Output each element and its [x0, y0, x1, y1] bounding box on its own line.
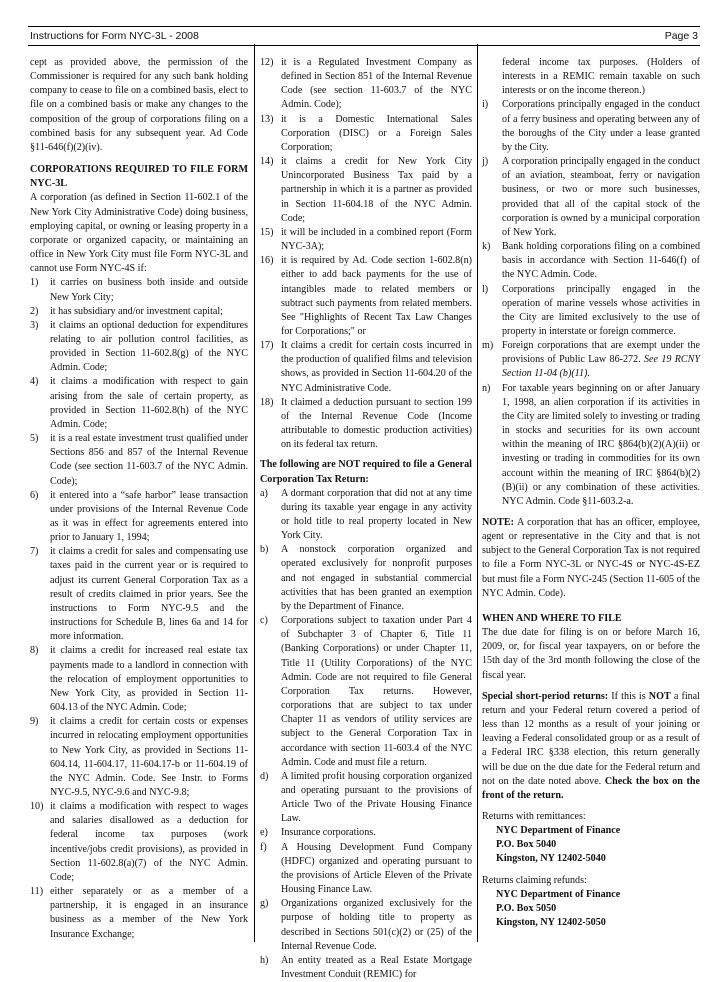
list-item-text — [50, 319, 248, 376]
list-item-body: A Housing Development Fund Company (HDFC) organized and operating pursuant to the provisions of Article Eleven of the Private Housing Finance Law. — [281, 841, 472, 896]
list-item-number: b) — [260, 544, 269, 556]
list-item-body: For taxable years beginning on or after January 1, 1998, an alien corporation if its activities in the City are limited solely to investing or trading in stocks and securities for its own account within the meaning of IRC §864(b)(2)(A)(ii) or investing or trading in commodities for its own account within the meaning of IRC §864(b)(2)(B)(ii) or any combination of these activities. NYC Admin. Code §11-603.2-a. — [502, 382, 700, 507]
list-item-text — [502, 155, 700, 240]
list-item — [30, 375, 248, 432]
list-item-text: federal income tax purposes. (Holders of interests in a REMIC remain taxable on such interests or on the income thereon.) — [502, 57, 700, 97]
list-item-body: A corporation principally engaged in the conduct of an aviation, steamboat, ferry or navigation business, or two or more such businesses, provided that all of the capital stock of the corporation is owned by a municipal corporation of New York. — [502, 156, 700, 238]
list-item — [260, 113, 472, 155]
list-item-number: 14) — [260, 156, 274, 168]
list-item-text — [281, 226, 472, 254]
list-item — [482, 339, 700, 381]
list-item-body: it claims a credit for New York City Unincorporated Business Tax paid by a partnership in which it is a partner as provided in Section 11-604.18 of the NYC Admin. Code; — [281, 156, 472, 224]
list-item-number: n) — [482, 382, 491, 394]
list-item — [482, 382, 700, 509]
list-item-text — [502, 98, 700, 155]
list-item-number: 1) — [30, 277, 39, 289]
list-item-number: 10) — [30, 801, 44, 813]
address-line: Kingston, NY 12402-5050 — [496, 917, 606, 929]
list-item — [260, 226, 472, 254]
list-item-body: it claims a credit for increased real estate tax payments made to a landlord in connection with the relocation of employment opportunities to New York City, as provided in Section 11-604.13 of the NYC Admin. Code; — [50, 645, 248, 714]
column-divider — [254, 44, 255, 942]
list-item-text — [281, 897, 472, 954]
special-instruction: Check the box on the front of the return. — [482, 775, 700, 801]
list-item-number: 8) — [30, 645, 39, 657]
list-item-number: 11) — [30, 886, 44, 898]
list-item-citation: See 19 RCNY Section 11-04 (b)(11). — [502, 354, 700, 380]
list-item-number: 9) — [30, 716, 39, 728]
list-item-text — [281, 339, 472, 396]
list-item-number: d) — [260, 770, 269, 782]
note-label: NOTE: — [482, 517, 514, 528]
list-item-text — [50, 885, 248, 942]
list-item-body: It claims a credit for certain costs incurred in the production of qualified films and television shows, as provided in Section 11-604.20 of the NYC Administrative Code. — [281, 340, 472, 394]
list-item-text — [50, 375, 248, 432]
intro-paragraph: cept as provided above, the permission of the Commissioner is required for any such bank holding company to cease to file on a combined basis, elect to file on a combined basis or make any changes to the composition of the group of corporations filing on a combined basis for any subsequent year. Ad Code §11-646(f)(2)(iv). — [30, 57, 248, 153]
list-item-text — [281, 113, 472, 155]
list-item-body: Insurance corporations. — [281, 827, 376, 839]
list-item-text — [502, 240, 700, 282]
list-item — [30, 644, 248, 715]
list-item-body: Corporations principally engaged in the operation of marine vessels whose activities in the City are limited exclusively to the use of property in interstate or foreign commerce. — [502, 283, 700, 337]
list-item-number: a) — [260, 487, 268, 499]
column-1 — [30, 56, 248, 942]
list-item — [482, 98, 700, 155]
list-item — [260, 155, 472, 226]
list-item-text — [50, 305, 248, 319]
list-item-number: 4) — [30, 376, 39, 388]
list-item-body: Corporations principally engaged in the conduct of a ferry business and operating between any of the boroughs of the City under a lease granted by the City. — [502, 99, 700, 153]
list-item-number: 6) — [30, 489, 39, 501]
list-item-text — [50, 545, 248, 644]
page-header — [28, 26, 700, 46]
list-item-text — [281, 487, 472, 544]
list-item — [30, 545, 248, 644]
list-item — [30, 276, 248, 304]
list-item — [482, 56, 700, 98]
list-item — [482, 240, 700, 282]
list-item — [260, 56, 472, 113]
list-item-number: 17) — [260, 340, 274, 352]
list-item — [260, 614, 472, 770]
list-item-number: j) — [482, 156, 489, 168]
list-item — [30, 432, 248, 489]
list-item-number: c) — [260, 615, 268, 627]
list-item-text — [502, 382, 700, 509]
column-divider — [477, 44, 478, 942]
refund-address — [496, 888, 700, 930]
list-item-text — [281, 841, 472, 898]
column-3 — [482, 56, 700, 930]
address-line: Kingston, NY 12402-5040 — [496, 853, 606, 865]
list-item-number: 5) — [30, 433, 39, 445]
list-item-body: Bank holding corporations filing on a combined basis in accordance with Section 11-646(f) of the NYC Admin. Code. — [502, 241, 700, 281]
list-item-body: it entered into a “safe harbor” lease transaction under provisions of the Internal Revenue Code as it was in effect for agreements entered into prior to January 1, 1994; — [50, 489, 248, 544]
list-item — [30, 715, 248, 800]
list-item-text — [281, 155, 472, 226]
list-item-body: A dormant corporation that did not at any time during its taxable year engage in any activity or hold title to real property located in New York City. — [281, 487, 472, 542]
refund-label: Returns claiming refunds: — [482, 874, 587, 886]
document-title: Instructions for Form NYC-3L - 2008 — [30, 30, 199, 42]
list-item-number: k) — [482, 241, 491, 253]
list-item — [482, 155, 700, 240]
list-item-text — [281, 56, 472, 113]
address-line: NYC Department of Finance — [496, 888, 621, 900]
list-item-body: it will be included in a combined report (Form NYC-3A); — [281, 226, 472, 253]
list-item-text — [502, 283, 700, 340]
requirements-list-continued — [260, 56, 472, 452]
list-item-text — [50, 276, 248, 304]
special-label: Special short-period returns: — [482, 690, 609, 702]
list-item-body: It claimed a deduction pursuant to section 199 of the Internal Revenue Code (Income attributable to domestic production activities) on its federal tax return. — [281, 396, 472, 451]
list-item-body: Corporations subject to taxation under Part 4 of Subchapter 3 of Chapter 6, Title 11 (Banking Corporations) or under Chapter 11, Title 11 (Utility Corporations) of the NYC Admin. Code are not required to file General Corporation Tax returns. However, corporations that are subject to tax under Chapter 11 as vendors of utility services are subject to the General Corporation Tax in accordance with section 11-603.4 of the NYC Admin. Code and must file a return. — [281, 615, 472, 768]
list-item — [260, 770, 472, 827]
list-item-number: 12) — [260, 57, 274, 68]
remittance-address — [496, 824, 700, 866]
exemptions-list — [260, 487, 472, 982]
list-item-body: it is a Domestic International Sales Corporation (DISC) or a Foreign Sales Corporation; — [281, 113, 472, 153]
section-heading: CORPORATIONS REQUIRED TO FILE FORM NYC-3L — [30, 164, 248, 190]
exemptions-list-continued — [482, 98, 700, 509]
list-item — [482, 283, 700, 340]
list-item-body: it has subsidiary and/or investment capital; — [50, 305, 223, 317]
list-item-body: Foreign corporations that are exempt under the provisions of Public Law 86-272. — [502, 340, 700, 366]
list-item-body: it is a real estate investment trust qualified under Sections 856 and 857 of the Internal Revenue Code (see section 11-603.7 of the NYC Admin. Code); — [50, 433, 248, 487]
list-item-text — [502, 339, 700, 381]
list-item-text — [50, 489, 248, 546]
list-item-text — [281, 254, 472, 339]
list-item-number: h) — [260, 954, 269, 966]
list-item — [260, 954, 472, 982]
list-item-body: A limited profit housing corporation organized and operating pursuant to the provisions of Article Two of the Private Housing Finance Law. — [281, 770, 472, 825]
list-item — [30, 489, 248, 546]
list-item-number: l) — [482, 283, 489, 295]
list-item — [260, 487, 472, 544]
list-item-body: it is required by Ad. Code section 1-602.8(n) either to add back payments for the use of intangibles made to related members or subtract such payments from related members. See "Highlights of Recent Tax Law Changes for Corporations;" or — [281, 255, 472, 337]
requirements-list — [30, 276, 248, 941]
list-item-text — [281, 826, 472, 840]
special-text-a: If this is — [611, 690, 646, 702]
list-item-number: 3) — [30, 319, 39, 331]
list-item-body: Organizations organized exclusively for the purpose of holding title to property as described in Sections 501(c)(2) or (25) of the Internal Revenue Code. — [281, 898, 472, 952]
special-text-b: a final return and your Federal return covered a period of less than 12 months as a result of your joining or leaving a Federal consolidated group or as a result of a Federal IRC §338 election, this return generally will be due on the due date for the Federal return and not on the date noted above. — [482, 690, 700, 787]
list-item-body: it claims an optional deduction for expenditures relating to air pollution control facilities, as provided in Section 11-602.8(g) of the NYC Admin. Code; — [50, 319, 248, 374]
list-item — [260, 339, 472, 396]
note-paragraph — [482, 516, 700, 601]
when-heading: WHEN AND WHERE TO FILE — [482, 612, 622, 624]
list-item — [260, 826, 472, 840]
page-number: Page 3 — [664, 30, 698, 42]
list-item — [30, 319, 248, 376]
list-item-number: e) — [260, 827, 268, 839]
list-item-body: it claims a modification with respect to gain arising from the sale of certain property, as provided in Section 11-602.8(h) of the NYC Admin. Code; — [50, 376, 248, 430]
list-item — [260, 396, 472, 453]
note-text: A corporation that has an officer, employee, agent or representative in the City and that is not subject to the General Corporation Tax is not required to file a Form NYC-3L or NYC-4S or NYC-4S-EZ but must file a Form NYC-245 (Section 11-605 of the NYC Admin. Code). — [482, 517, 701, 599]
list-item — [30, 305, 248, 319]
when-paragraph: The due date for filing is on or before March 16, 2009, or, for fiscal year taxpayers, on or before the 15th day of the 3rd month following the close of the fiscal year. — [482, 627, 700, 681]
list-item-body: An entity treated as a Real Estate Mortgage Investment Conduit (REMIC) for — [281, 954, 472, 980]
column-2 — [260, 56, 472, 982]
list-item-number: 13) — [260, 113, 274, 125]
requirements-paragraph: A corporation (as defined in Section 11-602.1 of the New York City Administrative Code) doing business, employing capital, or owning or leasing property in a corporate or organized capacity, or maintaining an office in New York City must file Form NYC-3L and cannot use Form NYC-4S if: — [30, 192, 248, 275]
list-item-number: 16) — [260, 255, 274, 267]
list-item-number: g) — [260, 898, 269, 910]
special-not: NOT — [648, 690, 671, 702]
list-item — [260, 897, 472, 954]
list-item-text — [281, 614, 472, 770]
list-item-body: it claims a credit for sales and compensating use taxes paid in the current year or is required to adjust its current General Corporation Tax as a result of credits claimed in prior years. See the instructions to Form NYC-9.5 and the instructions for Schedule B, lines 6a and 14 for more information. — [50, 546, 248, 643]
list-item-body: it is a Regulated Investment Company as defined in Section 851 of the Internal Revenue Code (see section 11-603.7 of the NYC Admin. Code); — [281, 57, 472, 111]
list-item-text — [281, 543, 472, 614]
list-item-text — [50, 432, 248, 489]
list-item-number: 15) — [260, 226, 274, 238]
not-required-heading: The following are NOT required to file a General Corporation Tax Return: — [260, 459, 472, 485]
list-item-number: 18) — [260, 396, 274, 408]
list-item-body: either separately or as a member of a partnership, it is engaged in an insurance business as a member of the New York Insurance Exchange; — [50, 886, 248, 940]
list-item — [30, 885, 248, 942]
remittance-label: Returns with remittances: — [482, 810, 586, 822]
list-item-number: 2) — [30, 305, 39, 317]
list-item-number: m) — [482, 340, 494, 352]
list-item — [30, 800, 248, 885]
list-item — [260, 841, 472, 898]
list-item-text — [281, 770, 472, 827]
list-item-number: 7) — [30, 546, 39, 558]
list-item-body: it claims a modification with respect to wages and salaries disallowed as a deduction for federal income tax purposes (work incentive/jobs credit provisions), as provided in Section 11-602.8(a)(7) of the NYC Admin. Code; — [50, 801, 248, 883]
list-item-number: i) — [482, 99, 489, 111]
list-item — [260, 254, 472, 339]
list-item-body: A nonstock corporation organized and operated exclusively for nonprofit purposes and not engaged in substantial commercial activities that has been granted an exemption by the Department of Finance. — [281, 544, 472, 612]
address-line: P.O. Box 5050 — [496, 902, 557, 914]
address-line: NYC Department of Finance — [496, 825, 621, 837]
list-item-body: it carries on business both inside and outside New York City; — [50, 277, 248, 303]
special-paragraph — [482, 690, 700, 803]
list-item-body: it claims a credit for certain costs or expenses incurred in relocating employment opportunities to New York City, as provided in Sections 11-604.14, 11-604.17, 11-604.17-b or 11-604.19 of the NYC Admin. Code. See Instr. to Forms NYC-9.5, NYC-9.6 and NYC-9.8; — [50, 716, 248, 798]
list-item-text — [50, 800, 248, 885]
list-item-text — [50, 715, 248, 800]
list-item-text — [50, 644, 248, 715]
list-item-text — [281, 396, 472, 453]
list-item-number: f) — [260, 841, 267, 853]
address-line: P.O. Box 5040 — [496, 839, 557, 851]
list-item — [260, 543, 472, 614]
list-item-text — [281, 954, 472, 982]
